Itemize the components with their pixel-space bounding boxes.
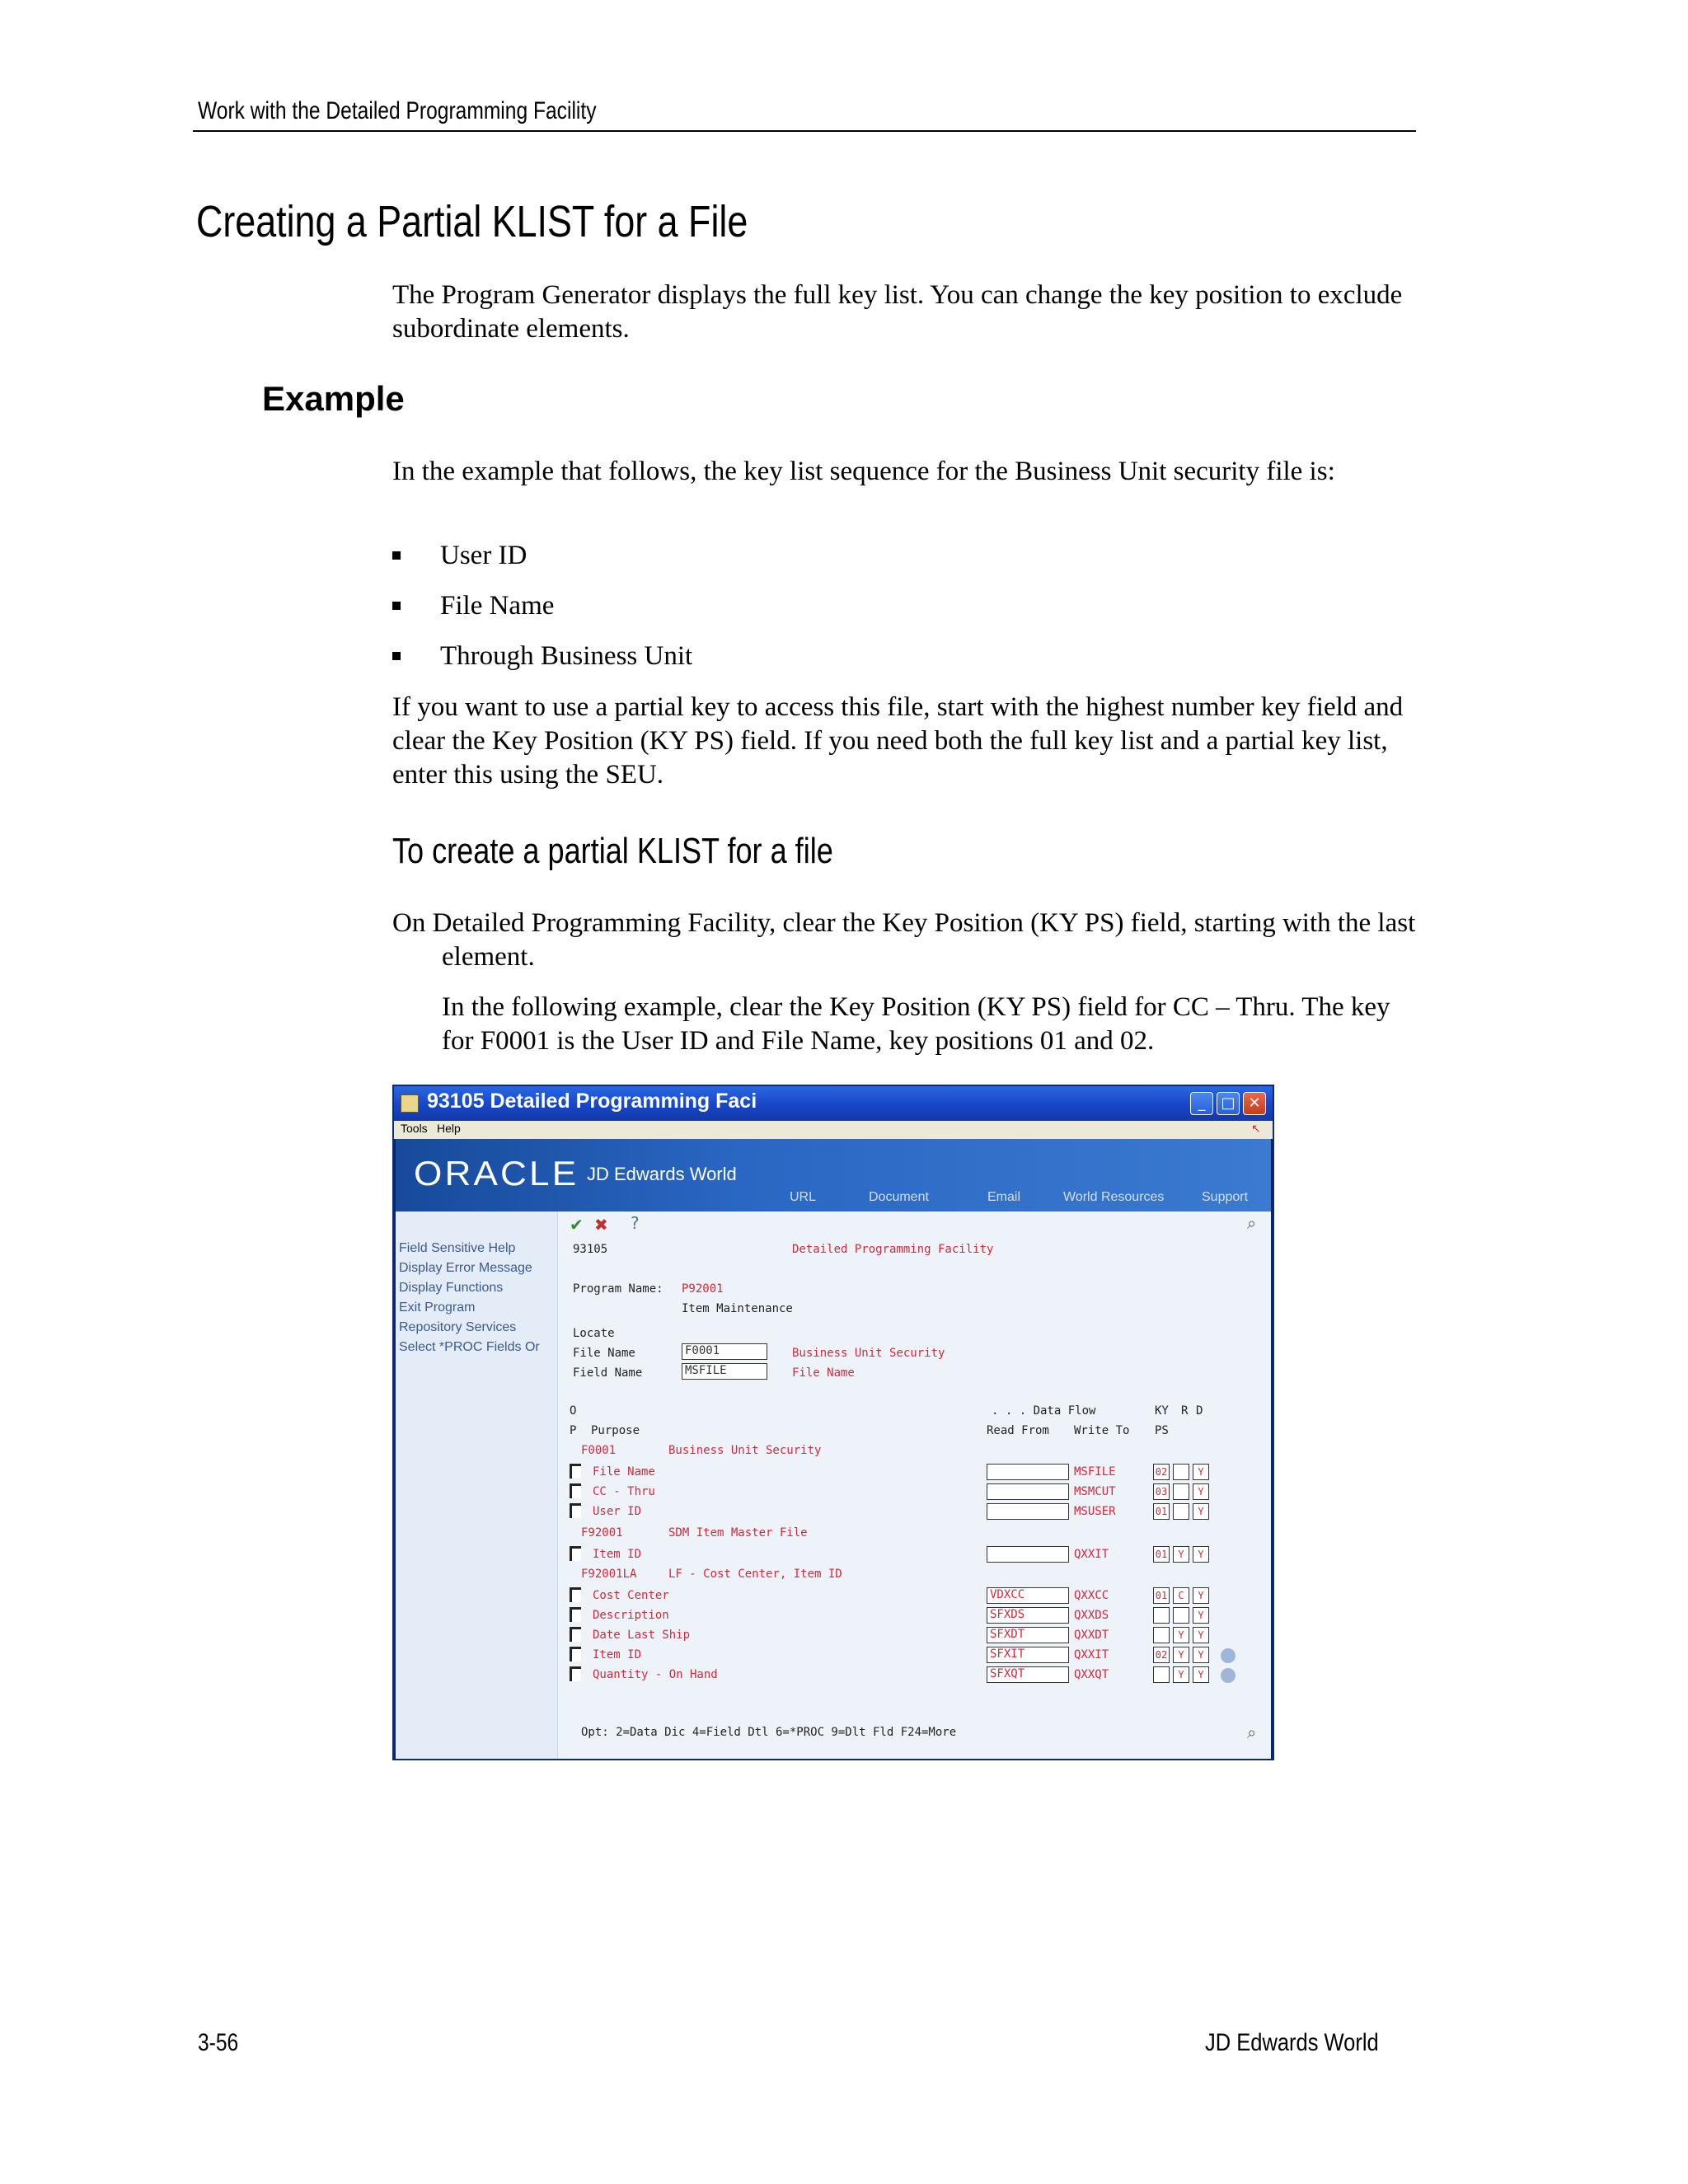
row-write-to: QXXIT	[1074, 1648, 1109, 1661]
column-header-r: R	[1181, 1404, 1189, 1418]
help-arrow-icon[interactable]: ↖	[1251, 1122, 1261, 1135]
banner	[396, 1139, 1271, 1212]
option-field[interactable]	[570, 1666, 581, 1681]
header-rule	[193, 130, 1416, 132]
content-area	[396, 1212, 1271, 1759]
read-from-input[interactable]: VDXCC	[987, 1587, 1069, 1604]
menu-help[interactable]: Help	[437, 1122, 461, 1135]
row-purpose: Item ID	[593, 1548, 642, 1561]
file-group-id: F92001LA	[581, 1568, 637, 1581]
file-name-input[interactable]: F0001	[682, 1343, 767, 1360]
row-purpose: File Name	[593, 1465, 655, 1479]
minimize-button[interactable]: _	[1190, 1092, 1213, 1115]
d-input[interactable]: Y	[1193, 1587, 1209, 1604]
app-icon	[401, 1094, 419, 1113]
option-field[interactable]	[570, 1464, 581, 1479]
read-from-input[interactable]	[987, 1546, 1069, 1563]
r-input[interactable]	[1173, 1607, 1189, 1624]
read-from-input[interactable]: SFXQT	[987, 1666, 1069, 1683]
key-position-input[interactable]: 01	[1153, 1587, 1170, 1604]
key-position-input[interactable]	[1153, 1666, 1170, 1683]
table-row	[558, 1607, 1271, 1627]
bullet-icon	[392, 652, 401, 660]
column-header-o: O	[570, 1404, 577, 1418]
program-name-value: P92001	[682, 1282, 724, 1296]
bullet-icon	[392, 602, 401, 610]
procedure-heading: To create a partial KLIST for a file	[392, 831, 833, 871]
logo-subtitle: JD Edwards World	[587, 1164, 737, 1184]
partial-key-paragraph: If you want to use a partial key to access this file, start with the highest number key field and clear the Key Position (KY PS) field. If you need both the full key list and a partial key list, enter this using the SEU.	[392, 692, 1404, 790]
example-paragraph: In the example that follows, the key list sequence for the Business Unit security file is:	[392, 457, 1335, 486]
close-button[interactable]: ✕	[1243, 1092, 1266, 1115]
banner-link-document[interactable]: Document	[869, 1190, 929, 1204]
file-group-description: SDM Item Master File	[668, 1526, 808, 1540]
file-group-description: Business Unit Security	[668, 1444, 822, 1457]
d-input[interactable]: Y	[1193, 1503, 1209, 1520]
option-field[interactable]	[570, 1587, 581, 1602]
read-from-input[interactable]: SFXIT	[987, 1647, 1069, 1663]
read-from-input[interactable]	[987, 1464, 1069, 1480]
sidebar-item-field-help[interactable]: Field Sensitive Help	[399, 1241, 516, 1255]
column-header-p: P	[570, 1424, 577, 1437]
d-input[interactable]: Y	[1193, 1607, 1209, 1624]
procedure-step: On Detailed Programming Facility, clear the Key Position (KY PS) field, starting with the last element.	[392, 908, 1416, 972]
example-heading: Example	[262, 379, 405, 418]
option-field[interactable]	[570, 1627, 581, 1642]
file-group-id: F0001	[581, 1444, 617, 1457]
r-input[interactable]: C	[1173, 1587, 1189, 1604]
d-input[interactable]: Y	[1193, 1483, 1209, 1500]
d-input[interactable]: Y	[1193, 1546, 1209, 1563]
banner-link-url[interactable]: URL	[790, 1190, 817, 1204]
read-from-input[interactable]	[987, 1503, 1069, 1520]
table-row	[558, 1647, 1271, 1666]
footer-product: JD Edwards World	[1205, 2029, 1379, 2056]
options-line: Opt: 2=Data Dic 4=Field Dtl 6=*PROC 9=Dlt Fld F24=More	[581, 1726, 957, 1739]
file-name-label: File Name	[573, 1347, 635, 1360]
program-description: Item Maintenance	[682, 1302, 793, 1315]
file-group-description: LF - Cost Center, Item ID	[668, 1568, 842, 1581]
menu-tools[interactable]: Tools	[401, 1122, 428, 1135]
maximize-button[interactable]: □	[1217, 1092, 1240, 1115]
window-title: 93105 Detailed Programming Faci	[427, 1090, 757, 1113]
read-from-input[interactable]: SFXDT	[987, 1627, 1069, 1643]
row-write-to: QXXCC	[1074, 1589, 1109, 1602]
column-header-ky: KY	[1155, 1404, 1169, 1418]
column-header-ps: PS	[1155, 1424, 1169, 1437]
key-position-input[interactable]: 03	[1153, 1483, 1170, 1500]
app-window	[392, 1085, 1274, 1760]
option-field[interactable]	[570, 1503, 581, 1518]
row-purpose: CC - Thru	[593, 1485, 655, 1498]
page-title: Creating a Partial KLIST for a File	[196, 197, 748, 246]
form-id: 93105	[573, 1243, 608, 1256]
r-input[interactable]	[1173, 1483, 1189, 1500]
table-row	[558, 1464, 1271, 1483]
table-row	[558, 1666, 1271, 1686]
list-item-text: User ID	[440, 541, 528, 570]
locate-label: Locate	[573, 1327, 615, 1340]
row-purpose: Quantity - On Hand	[593, 1668, 718, 1681]
key-position-input[interactable]: 01	[1153, 1546, 1170, 1563]
help-question-icon[interactable]: ?	[631, 1213, 640, 1233]
row-purpose: Cost Center	[593, 1589, 669, 1602]
d-input[interactable]: Y	[1193, 1666, 1209, 1683]
column-header-read-from: Read From	[987, 1424, 1049, 1437]
banner-link-support[interactable]: Support	[1202, 1190, 1249, 1204]
key-position-input[interactable]	[1153, 1607, 1170, 1624]
key-position-input[interactable]	[1153, 1627, 1170, 1643]
r-input[interactable]	[1173, 1464, 1189, 1480]
row-write-to: MSUSER	[1074, 1505, 1116, 1518]
d-input[interactable]: Y	[1193, 1464, 1209, 1480]
oracle-logo: ORACLE	[414, 1154, 579, 1193]
title-bar	[394, 1086, 1273, 1121]
table-row	[558, 1627, 1271, 1647]
file-name-description: Business Unit Security	[792, 1347, 945, 1360]
table-row	[558, 1587, 1271, 1607]
form-area	[558, 1212, 1271, 1759]
row-purpose: Date Last Ship	[593, 1629, 691, 1642]
file-group-id: F92001	[581, 1526, 623, 1540]
column-header-write-to: Write To	[1074, 1424, 1130, 1437]
intro-paragraph: The Program Generator displays the full key list. You can change the key position to exclude subordinate elements.	[392, 280, 1403, 344]
sidebar-item-exit[interactable]: Exit Program	[399, 1301, 476, 1315]
read-from-input[interactable]	[987, 1483, 1069, 1500]
r-input[interactable]: Y	[1173, 1546, 1189, 1563]
field-name-input[interactable]: MSFILE	[682, 1363, 767, 1380]
scroll-down-icon[interactable]	[1221, 1668, 1236, 1683]
sidebar-item-select-proc[interactable]: Select *PROC Fields Or	[399, 1340, 540, 1354]
running-head: Work with the Detailed Programming Facility	[198, 97, 597, 124]
option-field[interactable]	[570, 1647, 581, 1661]
page-number: 3-56	[198, 2029, 239, 2056]
d-input[interactable]: Y	[1193, 1647, 1209, 1663]
banner-link-email[interactable]: Email	[987, 1190, 1021, 1204]
row-write-to: MSMCUT	[1074, 1485, 1116, 1498]
row-write-to: QXXIT	[1074, 1548, 1109, 1561]
sidebar	[396, 1212, 558, 1759]
d-input[interactable]: Y	[1193, 1627, 1209, 1643]
row-purpose: Item ID	[593, 1648, 642, 1661]
r-input[interactable]	[1173, 1503, 1189, 1520]
banner-link-world-resources[interactable]: World Resources	[1063, 1190, 1165, 1204]
program-name-label: Program Name:	[573, 1282, 663, 1296]
r-input[interactable]: Y	[1173, 1627, 1189, 1643]
row-write-to: QXXQT	[1074, 1668, 1109, 1681]
form-title: Detailed Programming Facility	[792, 1243, 994, 1256]
option-field[interactable]	[570, 1483, 581, 1498]
field-name-label: Field Name	[573, 1366, 643, 1380]
row-write-to: QXXDT	[1074, 1629, 1109, 1642]
sidebar-item-functions[interactable]: Display Functions	[399, 1281, 504, 1295]
row-purpose: Description	[593, 1609, 669, 1622]
table-row	[558, 1546, 1271, 1566]
column-header-data-flow: . . . Data Flow	[992, 1404, 1096, 1418]
search-icon[interactable]: ⌕	[1247, 1722, 1257, 1742]
column-header-purpose: Purpose	[591, 1424, 640, 1437]
option-field[interactable]	[570, 1546, 581, 1561]
list-item-text: Through Business Unit	[440, 641, 693, 671]
ok-check-icon[interactable]: ✔	[570, 1215, 584, 1235]
field-name-description: File Name	[792, 1366, 855, 1380]
r-input[interactable]: Y	[1173, 1666, 1189, 1683]
column-header-d: D	[1196, 1404, 1203, 1418]
key-position-input[interactable]: 01	[1153, 1503, 1170, 1520]
read-from-input[interactable]: SFXDS	[987, 1607, 1069, 1624]
sidebar-item-repository[interactable]: Repository Services	[399, 1320, 517, 1334]
list-item-text: File Name	[440, 591, 555, 621]
bullet-icon	[392, 551, 401, 560]
row-write-to: MSFILE	[1074, 1465, 1116, 1479]
cancel-x-icon[interactable]: ✖	[594, 1215, 608, 1235]
sidebar-item-error-message[interactable]: Display Error Message	[399, 1261, 532, 1275]
menu-bar	[394, 1121, 1273, 1139]
table-row	[558, 1503, 1271, 1523]
search-icon[interactable]: ⌕	[1247, 1213, 1257, 1233]
option-field[interactable]	[570, 1607, 581, 1622]
row-write-to: QXXDS	[1074, 1609, 1109, 1622]
row-purpose: User ID	[593, 1505, 642, 1518]
scroll-up-icon[interactable]	[1221, 1648, 1236, 1663]
step-note: In the following example, clear the Key Position (KY PS) field for CC – Thru. The key for F0001 is the User ID and File Name, key positions 01 and 02.	[442, 992, 1390, 1056]
key-position-input[interactable]: 02	[1153, 1647, 1170, 1663]
r-input[interactable]: Y	[1173, 1647, 1189, 1663]
key-position-input[interactable]: 02	[1153, 1464, 1170, 1480]
table-row	[558, 1483, 1271, 1503]
